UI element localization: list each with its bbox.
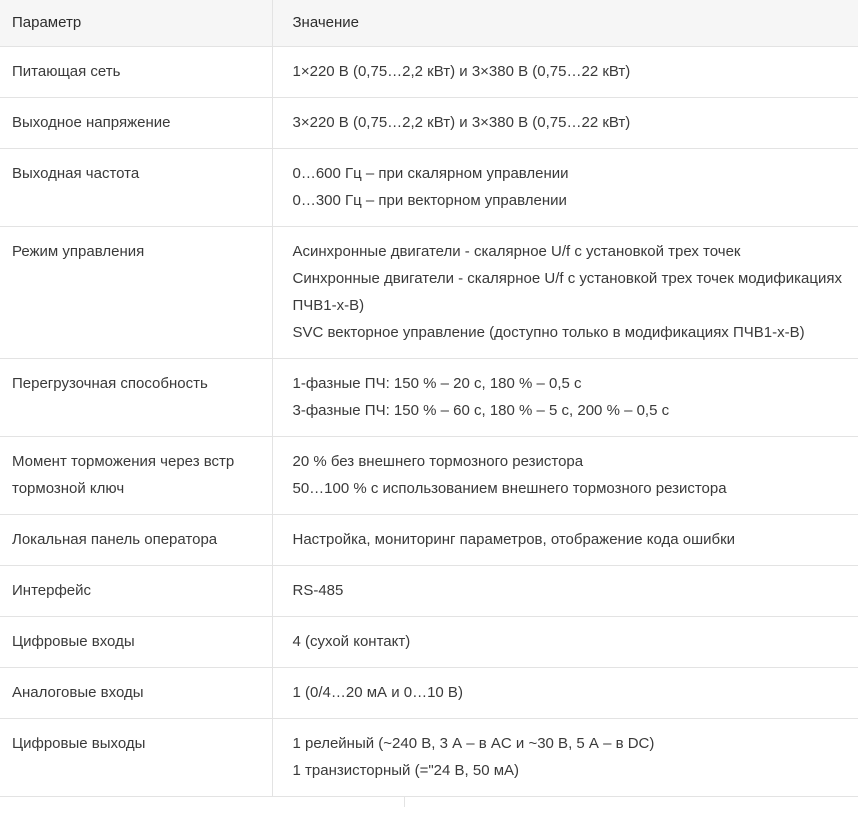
table-row [0, 718, 858, 796]
header-param: Параметр [0, 0, 272, 46]
value-line: 1×220 В (0,75…2,2 кВт) и 3×380 В (0,75…22 кВт) [292, 63, 631, 80]
value-line: 1 транзисторный (="24 В, 50 мА) [292, 762, 520, 779]
value-line: Синхронные двигатели - скалярное U/f с установкой трех точек модификациях ПЧВ1-х-В) [292, 270, 842, 314]
value-cell [272, 226, 858, 358]
value-cell [272, 718, 858, 796]
value-line: 1 релейный (~240 В, 3 А – в AC и ~30 В, 5 А – в DC) [292, 735, 655, 752]
param-cell: Момент торможения через встр тормозной ключ [0, 436, 272, 514]
param-cell: Питающая сеть [0, 46, 272, 97]
value-line: 3×220 В (0,75…2,2 кВт) и 3×380 В (0,75…22 кВт) [292, 114, 631, 131]
table-row [0, 358, 858, 436]
value-line: 20 % без внешнего тормозного резистора [292, 453, 584, 470]
table-row [0, 565, 858, 616]
param-cell: Цифровые входы [0, 616, 272, 667]
value-line: Асинхронные двигатели - скалярное U/f с установкой трех точек [292, 243, 741, 260]
table-row [0, 616, 858, 667]
value-cell [272, 616, 858, 667]
value-line: 3-фазные ПЧ: 150 % – 60 с, 180 % – 5 с, 200 % – 0,5 с [292, 402, 670, 419]
table-row [0, 436, 858, 514]
value-cell [272, 148, 858, 226]
value-cell [272, 565, 858, 616]
param-cell: Перегрузочная способность [0, 358, 272, 436]
value-cell [272, 46, 858, 97]
param-cell: Выходное напряжение [0, 97, 272, 148]
value-line: SVC векторное управление (доступно только в модификациях ПЧВ1-х-В) [292, 324, 805, 341]
param-cell: Аналоговые входы [0, 667, 272, 718]
table-row [0, 148, 858, 226]
param-cell: Интерфейс [0, 565, 272, 616]
value-cell [272, 97, 858, 148]
param-cell: Локальная панель оператора [0, 514, 272, 565]
value-line: RS-485 [292, 582, 344, 599]
value-cell [272, 358, 858, 436]
param-cell: Цифровые выходы [0, 718, 272, 796]
table-row [0, 97, 858, 148]
param-cell: Выходная частота [0, 148, 272, 226]
value-line: 1 (0/4…20 мА и 0…10 В) [292, 684, 463, 701]
value-cell [272, 436, 858, 514]
table-row [0, 226, 858, 358]
value-line: 0…300 Гц – при векторном управлении [292, 192, 567, 209]
value-cell [272, 514, 858, 565]
value-line: 4 (сухой контакт) [292, 633, 411, 650]
param-cell: Режим управления [0, 226, 272, 358]
table-row [0, 46, 858, 97]
value-cell [272, 667, 858, 718]
table-row [0, 667, 858, 718]
value-line: 1-фазные ПЧ: 150 % – 20 с, 180 % – 0,5 с [292, 375, 582, 392]
value-line: 0…600 Гц – при скалярном управлении [292, 165, 569, 182]
value-line: 50…100 % с использованием внешнего тормозного резистора [292, 480, 727, 497]
table-bottom-divider [404, 797, 405, 807]
value-line: Настройка, мониторинг параметров, отображение кода ошибки [292, 531, 736, 548]
table-header-row [0, 0, 858, 46]
table-row [0, 514, 858, 565]
header-value: Значение [272, 0, 858, 46]
